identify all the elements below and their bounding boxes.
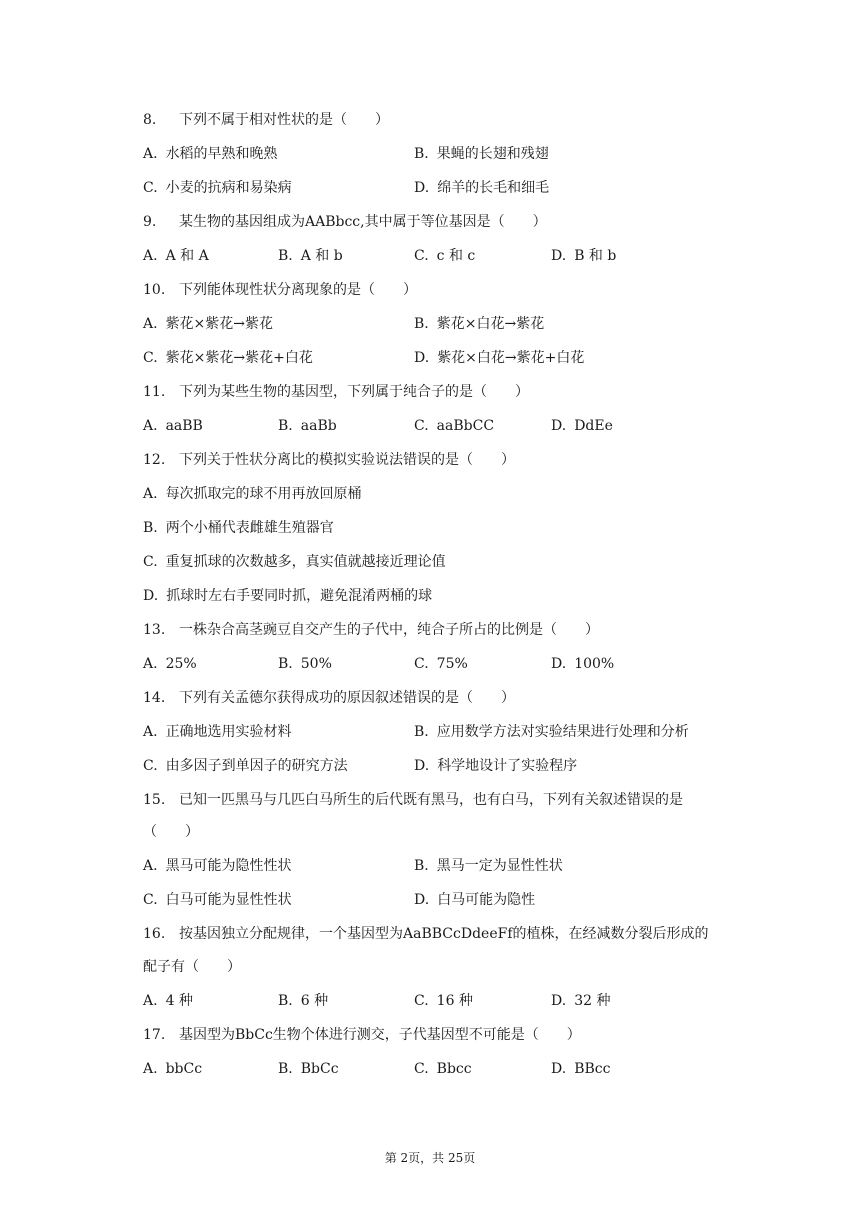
option-d: D. 抓球时左右手要同时抓，避免混淆两桶的球 — [143, 588, 433, 604]
option-row — [143, 414, 760, 438]
option-b: B. 果蝇的长翅和残翅 — [414, 146, 549, 162]
question-17 — [143, 1023, 760, 1047]
question-9 — [143, 210, 760, 234]
question-number: 11. — [143, 384, 166, 400]
option-row — [143, 312, 760, 336]
option-a: A. 每次抓取完的球不用再放回原桶 — [143, 486, 362, 502]
option-c: C. c 和 c — [414, 248, 476, 264]
question-15 — [143, 788, 760, 812]
option-c: C. 紫花×紫花→紫花+白花 — [143, 350, 313, 366]
option-row — [143, 346, 760, 370]
option-a: A. 正确地选用实验材料 — [143, 724, 292, 740]
option-row — [143, 720, 760, 744]
question-stem: 下列能体现性状分离现象的是（ ） — [179, 282, 417, 298]
option-row — [143, 854, 760, 878]
option-b: B. BbCc — [278, 1061, 339, 1077]
question-12 — [143, 448, 760, 472]
option-c: C. 由多因子到单因子的研究方法 — [143, 758, 348, 774]
option-a: A. A 和 A — [143, 248, 209, 264]
question-10 — [143, 278, 760, 302]
question-8 — [143, 108, 760, 132]
option-a: A. bbCc — [143, 1061, 203, 1077]
question-11 — [143, 380, 760, 404]
question-stem: 按基因独立分配规律，一个基因型为AaBBCcDdeeFf的植株，在经减数分裂后形成的 — [179, 926, 709, 942]
option-row — [143, 1057, 760, 1081]
option-a: A. 紫花×紫花→紫花 — [143, 316, 274, 332]
option-b: B. A 和 b — [278, 248, 343, 264]
question-number: 9. — [143, 214, 157, 230]
option-c: C. 小麦的抗病和易染病 — [143, 180, 292, 196]
question-stem: 下列为某些生物的基因型，下列属于纯合子的是（ ） — [179, 384, 529, 400]
question-number: 12. — [143, 452, 166, 468]
question-stem-continuation: （ ） — [143, 824, 199, 840]
option-b: B. 6 种 — [278, 993, 329, 1009]
question-stem: 已知一匹黑马与几匹白马所生的后代既有黑马，也有白马，下列有关叙述错误的是 — [179, 792, 683, 808]
option-row — [143, 754, 760, 778]
question-stem: 下列有关孟德尔获得成功的原因叙述错误的是（ ） — [179, 690, 515, 706]
question-stem: 下列关于性状分离比的模拟实验说法错误的是（ ） — [179, 452, 515, 468]
option-row — [143, 244, 760, 268]
question-number: 15. — [143, 792, 166, 808]
option-c: C. 重复抓球的次数越多，真实值就越接近理论值 — [143, 554, 446, 570]
question-number: 13. — [143, 622, 166, 638]
option-c: C. Bbcc — [414, 1061, 472, 1077]
option-c: C. 白马可能为显性性状 — [143, 892, 292, 908]
option-d: D. 32 种 — [551, 993, 611, 1009]
option-row — [143, 989, 760, 1013]
option-a: A. 黑马可能为隐性性状 — [143, 858, 292, 874]
option-b: B. 应用数学方法对实验结果进行处理和分析 — [414, 724, 689, 740]
option-a: A. aaBB — [143, 418, 203, 434]
option-c: C. 16 种 — [414, 993, 473, 1009]
question-stem: 下列不属于相对性状的是（ ） — [179, 112, 389, 128]
question-number: 14. — [143, 690, 166, 706]
page-footer: 第 2页，共 25页 — [384, 1151, 476, 1165]
option-b: B. 紫花×白花→紫花 — [414, 316, 545, 332]
question-number: 10. — [143, 282, 166, 298]
option-c: C. aaBbCC — [414, 418, 495, 434]
question-stem: 某生物的基因组成为AABbcc,其中属于等位基因是（ ） — [179, 214, 547, 230]
option-row — [143, 142, 760, 166]
question-14 — [143, 686, 760, 710]
question-16 — [143, 922, 760, 946]
option-b: B. 两个小桶代表雌雄生殖器官 — [143, 520, 334, 536]
option-a: A. 25% — [143, 656, 197, 672]
question-stem: 基因型为BbCc生物个体进行测交，子代基因型不可能是（ ） — [179, 1027, 581, 1043]
option-b: B. aaBb — [278, 418, 337, 434]
option-d: D. 100% — [551, 656, 615, 672]
option-d: D. B 和 b — [551, 248, 617, 264]
option-c: C. 75% — [414, 656, 468, 672]
question-number: 8. — [143, 112, 157, 128]
option-a: A. 水稻的早熟和晚熟 — [143, 146, 278, 162]
question-13 — [143, 618, 760, 642]
option-row — [143, 652, 760, 676]
question-stem-continuation: 配子有（ ） — [143, 959, 241, 975]
option-d: D. BBcc — [551, 1061, 611, 1077]
option-d: D. 紫花×白花→紫花+白花 — [414, 350, 585, 366]
option-a: A. 4 种 — [143, 993, 193, 1009]
option-d: D. 白马可能为隐性 — [414, 892, 536, 908]
option-d: D. DdEe — [551, 418, 613, 434]
question-number: 17. — [143, 1027, 166, 1043]
question-stem: 一株杂合高茎豌豆自交产生的子代中，纯合子所占的比例是（ ） — [179, 622, 599, 638]
option-row — [143, 176, 760, 200]
option-d: D. 科学地设计了实验程序 — [414, 758, 578, 774]
option-row — [143, 888, 760, 912]
option-b: B. 黑马一定为显性性状 — [414, 858, 563, 874]
option-b: B. 50% — [278, 656, 332, 672]
option-d: D. 绵羊的长毛和细毛 — [414, 180, 550, 196]
question-number: 16. — [143, 926, 166, 942]
